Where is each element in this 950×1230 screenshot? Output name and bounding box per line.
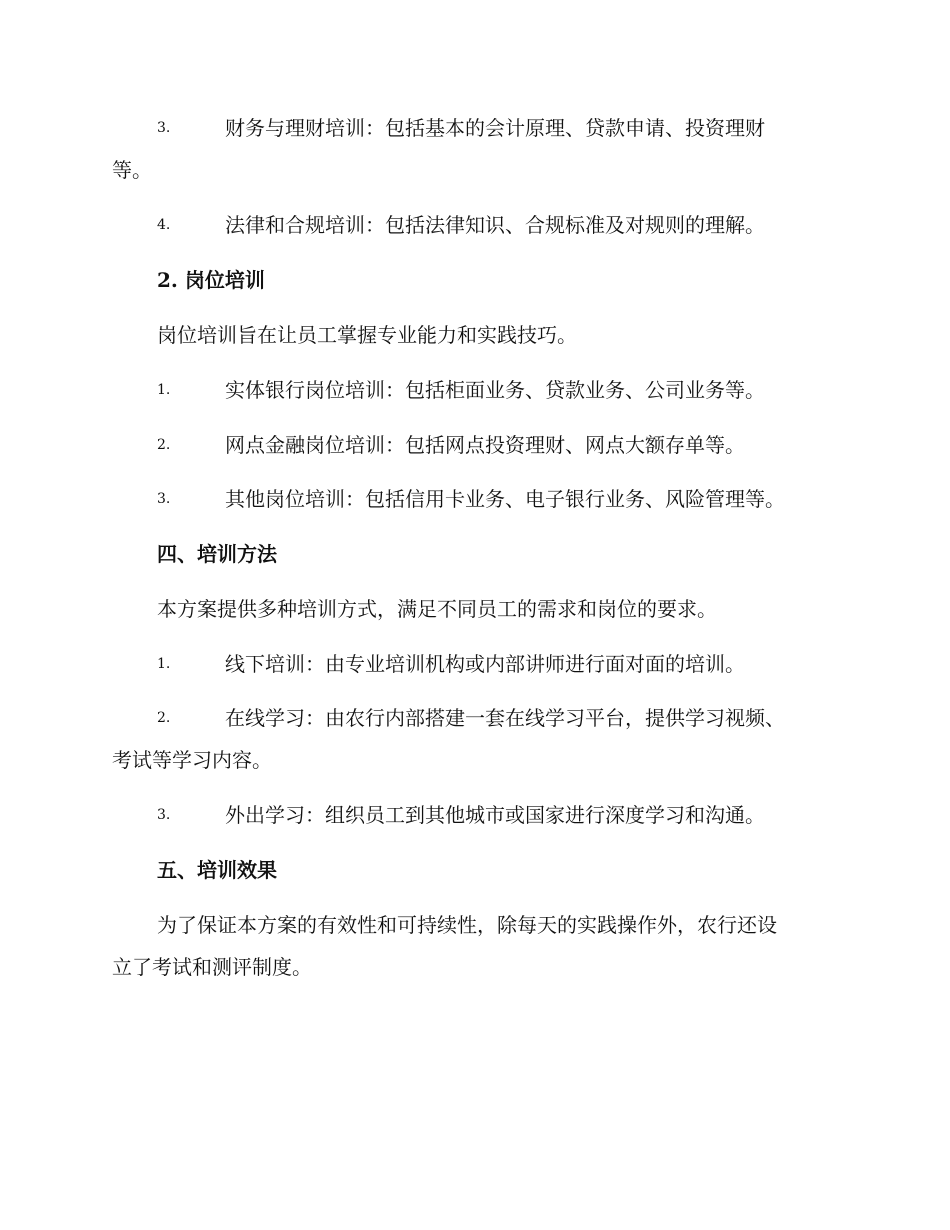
paragraph: 岗位培训旨在让员工掌握专业能力和实践技巧。 xyxy=(157,323,577,347)
list-item-text: 外出学习：组织员工到其他城市或国家进行深度学习和沟通。 xyxy=(225,803,765,827)
list-number: 3. xyxy=(157,120,171,136)
list-number: 3. xyxy=(157,491,171,507)
list-item-text-continued: 等。 xyxy=(112,158,152,182)
paragraph: 本方案提供多种培训方式，满足不同员工的需求和岗位的要求。 xyxy=(157,597,717,621)
list-number: 2. xyxy=(157,437,171,453)
list-item-text: 法律和合规培训：包括法律知识、合规标准及对规则的理解。 xyxy=(225,213,765,237)
list-item-text: 其他岗位培训：包括信用卡业务、电子银行业务、风险管理等。 xyxy=(225,487,785,511)
paragraph-continued: 立了考试和测评制度。 xyxy=(112,955,312,979)
list-item-text: 线下培训：由专业培训机构或内部讲师进行面对面的培训。 xyxy=(225,652,745,676)
list-number: 4. xyxy=(157,217,171,233)
list-item-text: 实体银行岗位培训：包括柜面业务、贷款业务、公司业务等。 xyxy=(225,378,765,402)
list-number: 1. xyxy=(157,382,171,398)
list-item-text: 财务与理财培训：包括基本的会计原理、贷款申请、投资理财 xyxy=(225,116,765,140)
list-number: 3. xyxy=(157,807,171,823)
list-item-text: 网点金融岗位培训：包括网点投资理财、网点大额存单等。 xyxy=(225,433,745,457)
section-heading: 2. 岗位培训 xyxy=(157,268,265,292)
section-heading: 四、培训方法 xyxy=(157,542,277,566)
paragraph: 为了保证本方案的有效性和可持续性，除每天的实践操作外，农行还设 xyxy=(157,913,777,937)
list-number: 2. xyxy=(157,710,171,726)
list-item-text-continued: 考试等学习内容。 xyxy=(112,748,272,772)
list-item-text: 在线学习：由农行内部搭建一套在线学习平台，提供学习视频、 xyxy=(225,706,785,730)
section-heading: 五、培训效果 xyxy=(157,858,277,882)
list-number: 1. xyxy=(157,656,171,672)
